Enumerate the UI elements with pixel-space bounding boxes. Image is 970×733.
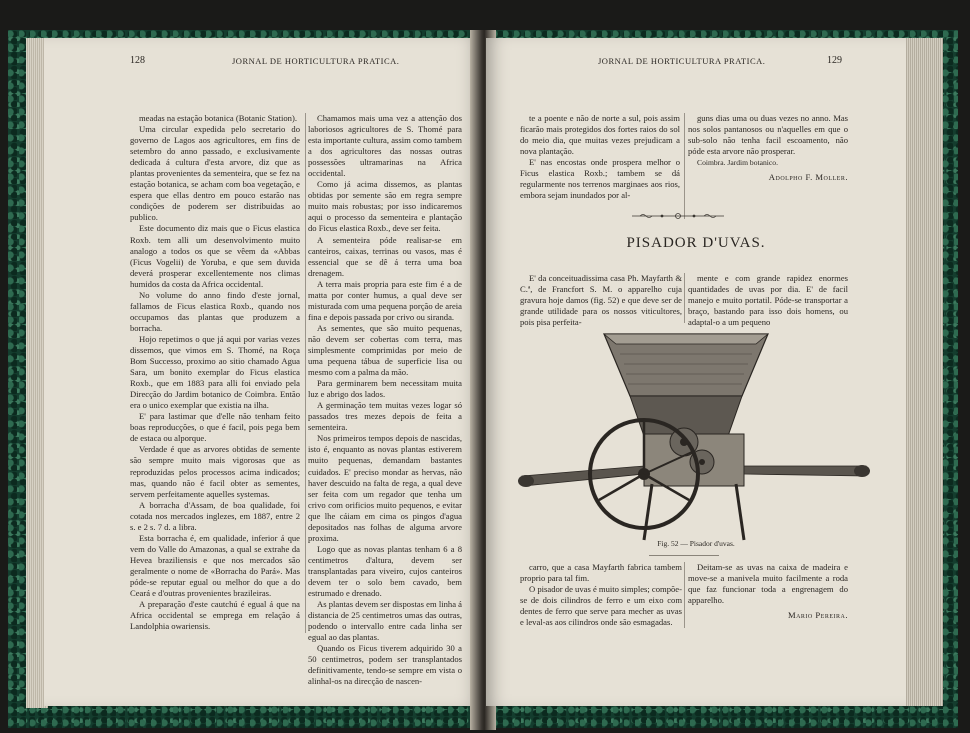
right-bottom-column-1 [520, 562, 682, 628]
paragraph: Este documento diz mais que o Ficus elastica Roxb. tem alli um desenvolvimento muito analogo a todos os que se vêem da «Abbas (Ficus Vogelii) de Yoruba, e que sem duvida deverá prosperar excellentemente nos climas humidos da costa da Africa occidental. [130, 223, 300, 289]
paragraph: No volume do anno findo d'este jornal, fallamos de Ficus elastica Roxb., quando nos occupamos das plantas que produzem a borracha. [130, 289, 300, 333]
paragraph: te a poente e não de norte a sul, pois assim ficarão mais protegidos dos fortes raios do sol do meio dia, que muitas vezes prejudicam a nova plantação. [520, 113, 680, 157]
place-date: Coimbra. Jardim botanico. [697, 158, 778, 168]
caption-rule [649, 555, 719, 556]
paragraph: Para germinarem bem necessitam muita luz e abrigo dos lados. [308, 378, 462, 400]
page-edges-right [905, 38, 943, 706]
left-page-number: 128 [130, 55, 145, 66]
paragraph: Nos primeiros tempos depois de nascidas, isto é, enquanto as novas plantas estiverem muito pequenas, demandam bastantes cuidados. E' preciso mondar as hervas, não haver descuido na falta de rega, a qual deve ser feita com um regador que tenha um crivo com orificios muito pequenos, e evitar que lhe cáiam em cima os pingos d'agua depositados nas folhas de alguma arvore proxima. [308, 433, 462, 543]
paragraph: meadas na estação botanica (Botanic Station). [139, 113, 297, 123]
paragraph: Hojo repetimos o que já aqui por varias vezes dissemos, que vimos em S. Thomé, na Roça Bom Successo, proximo ao sitio chamado Agua Sara, um bonito exemplar do Ficus elastica Roxb., que em 1883 para alli foi enviado pela Direcção do Jardim botanico de Coimbra. Então era o unico exemplar que existia na ilha. [130, 333, 300, 411]
paragraph: E' nas encostas onde prospera melhor o Ficus elastica Roxb.; tambem se dá regularmente nos terrenos marginaes aos rios, embora sejam inundados por al- [520, 157, 680, 201]
right-top-column-1 [520, 113, 680, 201]
paragraph: Quando os Ficus tiverem adquirido 30 a 50 centimetros, podem ser transplantados definitivamente, tendo-se sempre em vista o alinhal-os na direcção de nascen- [308, 643, 462, 687]
paragraph: Uma circular expedida pelo secretario do governo de Lagos aos agricultores, em fins de setembro do anno passado, e exclusivamente dedicada á cultura d'esta arvore, diz que as plantas provenientes da sementeira, que se fez na estação botanica, se acham com boa vegetação, e espera que ellas dentro em pouco estarão nas condições de poderem ser distribuidas ao publico. [130, 124, 300, 223]
right-bottom-column-2 [688, 562, 848, 621]
ornament-rule [630, 212, 726, 220]
paragraph: carro, que a casa Mayfarth fabrica tambem proprio para tal fim. [520, 562, 682, 584]
column-divider [684, 113, 685, 219]
paragraph: O pisador de uvas é muito simples; compõe-se de dois cilindros de ferro e um eixo com dentes de ferro que serve para mecher as uvas e leval-as aos cilindros onde são esmagadas. [520, 584, 682, 628]
column-divider [684, 273, 685, 323]
paragraph: Deitam-se as uvas na caixa de madeira e move-se a manivela muito facilmente a roda que faz funcionar toda a engrenagem do apparelho. [688, 562, 848, 606]
paragraph: A terra mais propria para este fim é a de matta por conter humus, a qual deve ser misturada com uma pequena porção de areia fina e depois passada por crivo ou siranda. [308, 278, 462, 322]
paragraph: As sementes, que são muito pequenas, não devem ser cobertas com terra, mas simplesmente comprimidas por meio de uma pequena tábua de superficie lisa ou mesmo com a palma da mão. [308, 322, 462, 378]
paragraph: A borracha d'Assam, de boa qualidade, foi cotada nos mercados inglezes, em 1887, entre 2 s. e 2 s. 7 d. a libra. [130, 499, 300, 532]
right-page-number: 129 [827, 55, 842, 66]
right-running-head: JORNAL DE HORTICULTURA PRATICA. [598, 56, 766, 66]
right-mid-column-1 [520, 273, 682, 328]
paragraph: guns dias uma ou duas vezes no anno. Mas nos solos pantanosos ou n'aquelles em que o sub-solo não tenha facil escoamento, não póde esta arvore não prosperar. [688, 113, 848, 157]
paragraph: mente e com grande rapidez enormes quantidades de uvas por dia. E' de facil manejo e muito portatil. Póde-se transportar a braço, bastando para isso dois homens, ou adaptal-o a um pequeno [688, 273, 848, 328]
grape-crusher-engraving [516, 326, 871, 548]
paragraph: Logo que as novas plantas tenham 6 a 8 centimetros d'altura, devem ser transplantadas para viveiro, cujos canteiros devem ter o solo bem cavado, bem estrumado e drenado. [308, 543, 462, 599]
left-running-head: JORNAL DE HORTICULTURA PRATICA. [232, 56, 400, 66]
paragraph: E' para lastimar que d'elle não tenham feito boas reproducções, o que é facil, pois pega bem de estaca ou alporque. [130, 411, 300, 444]
paragraph: E' da conceituadissima casa Ph. Mayfarth & C.ª, de Francfort S. M. o apparelho cuja gravura hoje damos (fig. 52) e que deve ser de grande utilidade para os nossos viticultores, pois pisa perfeita- [520, 273, 682, 328]
paragraph: Como já acima dissemos, as plantas obtidas por semente são em regra sempre muito mais robustas; por isso indicaremos aqui o processo da sementeira e plantação do Ficus elastica Roxb., deve ser feita. [308, 179, 462, 234]
paragraph: Verdade é que as arvores obtidas de semente são sempre muito mais vigorosas que as reproduzidas pelos processos acima indicados; mas, quando não é facil obter as sementes, servem perfeitamente aquelles systemas. [130, 444, 300, 499]
article-title: PISADOR D'UVAS. [626, 235, 766, 251]
left-column-2 [308, 113, 462, 687]
figure-caption: Fig. 52 — Pisador d'uvas. [657, 539, 735, 548]
paragraph: A sementeira póde realisar-se em canteiros, caixas, terrinas ou vasos, mas é essencial que se dê á terra uma boa drenagem. [308, 234, 462, 278]
paragraph: A germinação tem muitas vezes logar só passados tres mezes depois de feita a sementeira. [308, 400, 462, 433]
right-mid-column-2 [688, 273, 848, 328]
signature: Mario Pereira. [787, 610, 848, 621]
left-column-1 [130, 113, 300, 632]
column-divider [305, 113, 306, 633]
paragraph: A preparação d'este cautchú é egual á que na Africa occidental se emprega em relação á Landolphia owariensis. [130, 599, 300, 632]
signature: Adolpho F. Moller. [768, 172, 848, 183]
column-divider [684, 562, 685, 628]
paragraph: Chamamos mais uma vez a attenção dos laboriosos agricultores de S. Thomé para esta importante cultura, assim como tambem a dos agricultores das nossas outras possessões ultramarinas na Africa occidental. [308, 113, 462, 179]
paragraph: As plantas devem ser dispostas em linha á distancia de 25 centimetros umas das outras, podendo o intervallo entre cada linha ser egual ao das plantas. [308, 599, 462, 643]
right-top-column-2 [688, 113, 848, 183]
paragraph: Esta borracha é, em qualidade, inferior á que vem do Valle do Amazonas, a qual se extrahe da Hevea braziliensis e que nos mercados são geralmente o nome de «Borracha do Pará». Mas póde-se reputar egual ou melhor do que a do Ceará e d'outras provenientes brazileiras. [130, 532, 300, 599]
